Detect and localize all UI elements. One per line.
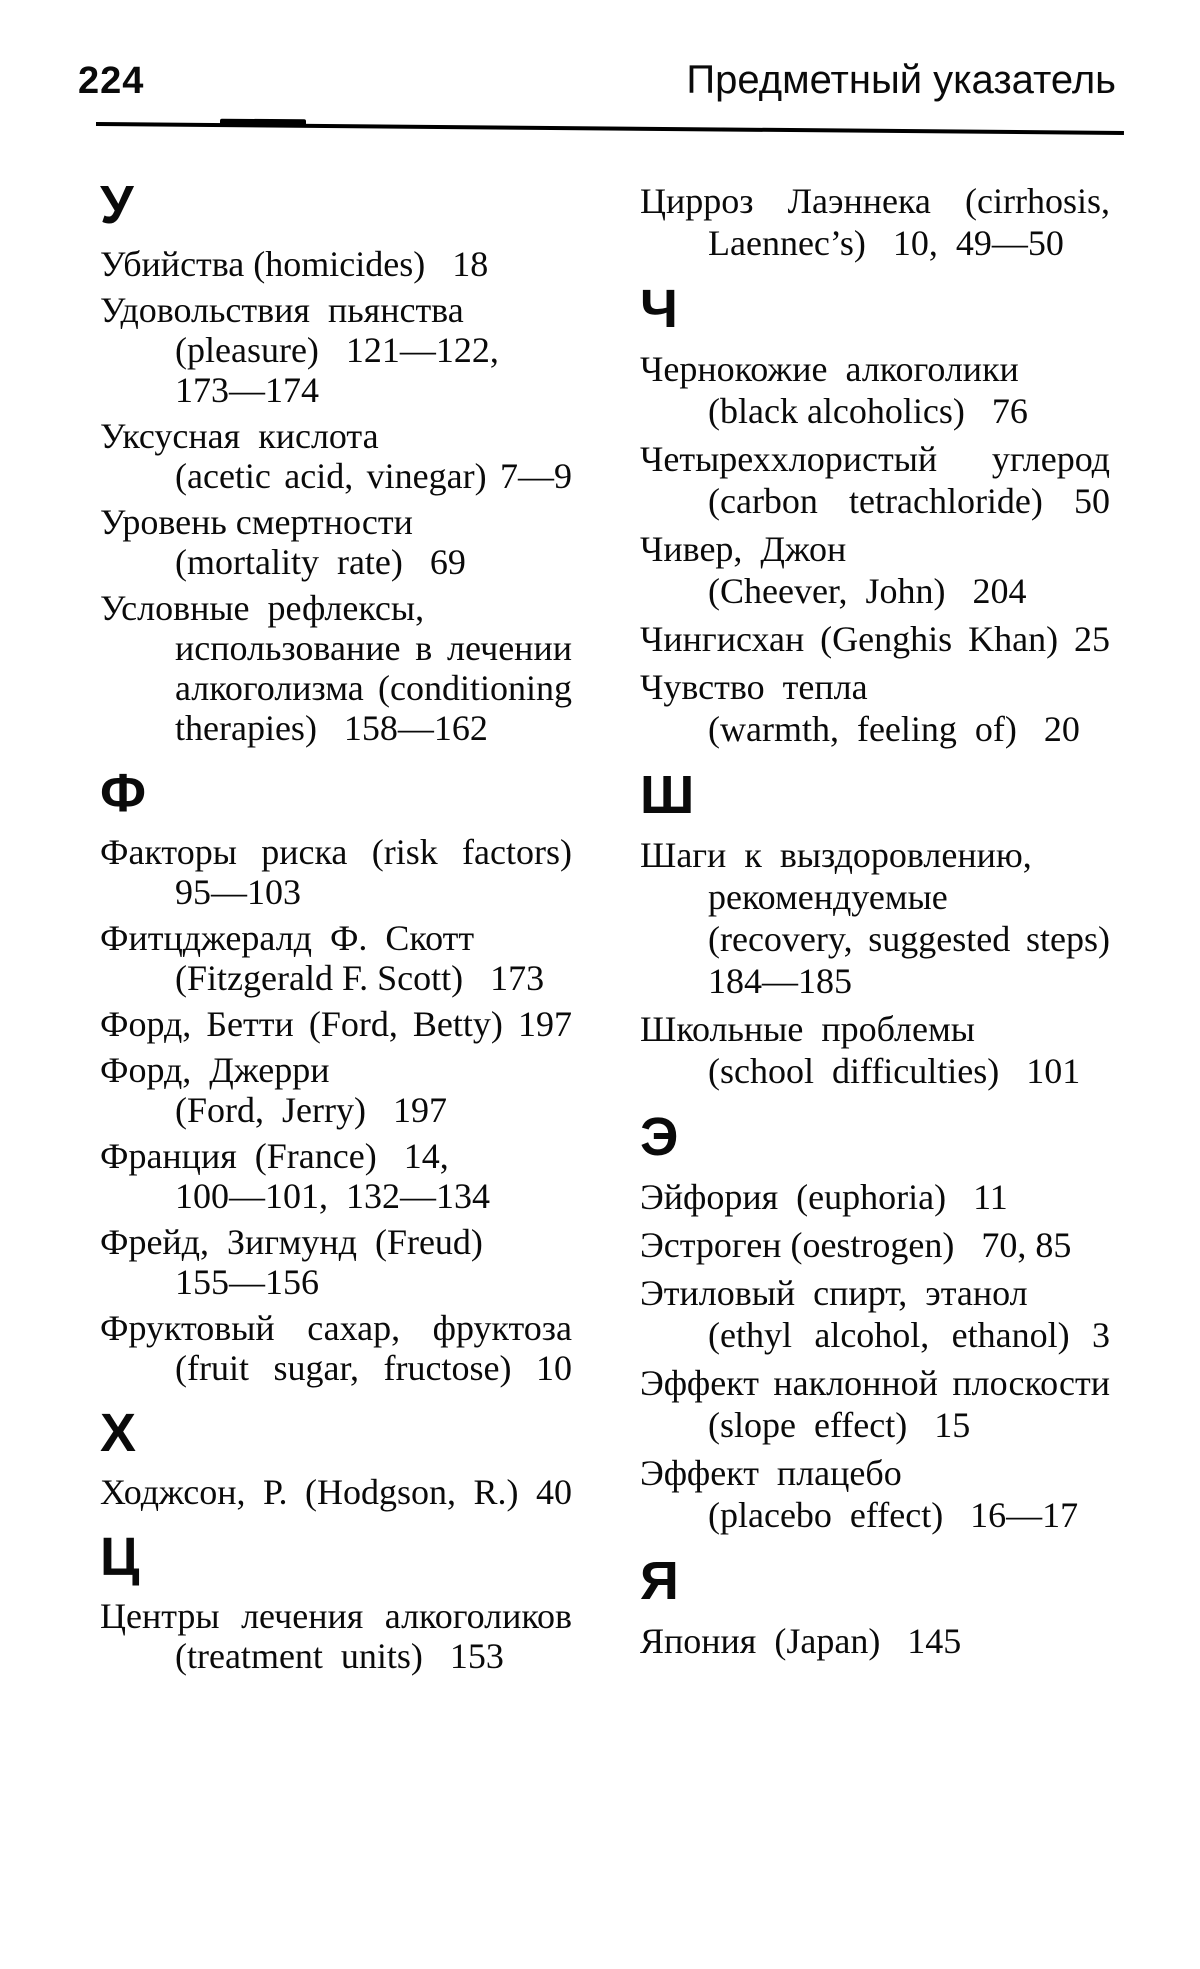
index-line: (treatment units) 153 xyxy=(175,1636,504,1676)
index-line: Чернокожие алкоголики xyxy=(640,349,1019,389)
index-entry xyxy=(100,1596,572,1676)
index-line: 100—101, 132—134 xyxy=(175,1176,490,1216)
index-word: tetrachloride) xyxy=(849,481,1043,521)
index-column-right xyxy=(640,160,1110,1668)
index-word: Эффект xyxy=(640,1363,759,1403)
index-entry xyxy=(100,502,572,582)
index-word: fructose) xyxy=(383,1348,512,1388)
index-word: (acetic xyxy=(175,456,271,496)
index-line: Убийства (homicides) 18 xyxy=(100,244,489,284)
index-word: Бетти xyxy=(206,1004,294,1044)
index-word: (risk xyxy=(371,832,438,872)
index-word: Лаэннека xyxy=(787,181,931,221)
index-word: 197 xyxy=(517,1004,572,1044)
index-word: (recovery, xyxy=(708,919,853,959)
index-entry xyxy=(100,416,572,496)
index-line: Уровень смертности xyxy=(100,502,413,542)
index-line xyxy=(708,1314,1110,1356)
index-word: suggested xyxy=(868,919,1011,959)
index-line xyxy=(100,832,572,872)
index-word: Betty) xyxy=(412,1004,503,1044)
index-line: Фитцджералд Ф. Скотт xyxy=(100,918,475,958)
index-word: 7—9 xyxy=(499,456,572,496)
index-entry xyxy=(100,290,572,410)
index-line: (Fitzgerald F. Scott) 173 xyxy=(175,958,545,998)
index-line xyxy=(640,1362,1110,1404)
index-word: 40 xyxy=(535,1472,572,1512)
page-number: 224 xyxy=(78,60,145,102)
index-line xyxy=(100,1472,572,1512)
index-line xyxy=(708,918,1110,960)
index-word: лечения xyxy=(241,1596,364,1636)
index-word: Четыреххлористый xyxy=(640,439,938,479)
index-word: (Genghis xyxy=(820,619,953,659)
index-line: Эйфория (euphoria) 11 xyxy=(640,1177,1008,1217)
index-entry xyxy=(100,918,572,998)
index-word: лечении xyxy=(447,628,572,668)
index-entry xyxy=(640,1620,1110,1662)
index-line: Laennec’s) 10, 49—50 xyxy=(708,223,1064,263)
index-line: (mortality rate) 69 xyxy=(175,542,466,582)
section-letter: Ц xyxy=(100,1527,140,1587)
index-entry xyxy=(100,1050,572,1130)
index-line: рекомендуемые xyxy=(708,877,948,917)
section-letter: Э xyxy=(640,1107,679,1167)
index-line xyxy=(640,618,1110,660)
index-word: углерод xyxy=(991,439,1110,479)
index-word: Фруктовый xyxy=(100,1308,275,1348)
index-line: Шаги к выздоровлению, xyxy=(640,835,1032,875)
index-word: алкоголиков xyxy=(384,1596,572,1636)
index-word: (ethyl xyxy=(708,1315,792,1355)
index-entry xyxy=(640,180,1110,264)
index-entry xyxy=(640,834,1110,1002)
index-word: Ходжсон, xyxy=(100,1472,246,1512)
index-line: Условные рефлексы, xyxy=(100,588,425,628)
index-word: Цирроз xyxy=(640,181,754,221)
index-entry xyxy=(100,1472,572,1512)
index-line: (warmth, feeling of) 20 xyxy=(708,709,1080,749)
index-line: (placebo effect) 16—17 xyxy=(708,1495,1079,1535)
section-letter: Ф xyxy=(100,763,147,823)
header-rule-smudge xyxy=(220,119,306,127)
index-word: ethanol) xyxy=(951,1315,1070,1355)
index-line xyxy=(708,480,1110,522)
index-line: 155—156 xyxy=(175,1262,319,1302)
section-letter: Ш xyxy=(640,765,695,825)
index-word: Khan) xyxy=(968,619,1059,659)
index-word: фруктоза xyxy=(432,1308,572,1348)
index-word: наклонной xyxy=(773,1363,938,1403)
index-word: Чингисхан xyxy=(640,619,805,659)
section-letter: Х xyxy=(100,1403,137,1463)
index-word: Факторы xyxy=(100,832,237,872)
index-word: Р. xyxy=(262,1472,288,1512)
index-word: (carbon xyxy=(708,481,818,521)
index-entry xyxy=(640,1452,1110,1536)
index-word: factors) xyxy=(462,832,572,872)
index-line: (pleasure) 121—122, xyxy=(175,330,499,370)
index-entry xyxy=(640,1362,1110,1446)
index-line: Фрейд, Зигмунд (Freud) xyxy=(100,1222,483,1262)
index-line: 173—174 xyxy=(175,370,319,410)
section-letter: Ч xyxy=(640,279,678,339)
index-line: (school difficulties) 101 xyxy=(708,1051,1081,1091)
index-word: риска xyxy=(261,832,348,872)
index-line xyxy=(100,1004,572,1044)
index-line: (Cheever, John) 204 xyxy=(708,571,1027,611)
index-line: Этиловый спирт, этанол xyxy=(640,1273,1028,1313)
index-word: alcohol, xyxy=(814,1315,930,1355)
index-entry xyxy=(640,666,1110,750)
index-entry xyxy=(640,348,1110,432)
index-line: Эффект плацебо xyxy=(640,1453,902,1493)
index-entry xyxy=(100,832,572,912)
index-entry xyxy=(640,1176,1110,1218)
index-word: 50 xyxy=(1073,481,1110,521)
index-word: sugar, xyxy=(273,1348,360,1388)
index-line xyxy=(640,180,1110,222)
index-line xyxy=(175,456,572,496)
running-title: Предметный указатель xyxy=(686,58,1116,102)
index-line: therapies) 158—162 xyxy=(175,708,488,748)
index-word: (Hodgson, xyxy=(304,1472,456,1512)
index-word: acid, xyxy=(284,456,354,496)
index-word: R.) xyxy=(473,1472,519,1512)
index-line: Франция (France) 14, xyxy=(100,1136,449,1176)
index-word: в xyxy=(415,628,433,668)
index-line xyxy=(175,668,572,708)
index-line: Удовольствия пьянства xyxy=(100,290,464,330)
index-entry xyxy=(100,588,572,748)
index-line xyxy=(100,1596,572,1636)
index-entry xyxy=(100,244,572,284)
index-line: Эстроген (oestrogen) 70, 85 xyxy=(640,1225,1072,1265)
index-entry xyxy=(100,1308,572,1388)
index-word: алкоголизма xyxy=(175,668,364,708)
index-entry xyxy=(100,1222,572,1302)
section-letter: У xyxy=(100,175,134,235)
index-line: Чивер, Джон xyxy=(640,529,847,569)
index-line: Чувство тепла xyxy=(640,667,868,707)
index-word: (conditioning xyxy=(378,668,572,708)
index-word: 3 xyxy=(1091,1315,1110,1355)
index-line xyxy=(100,1308,572,1348)
index-column-left xyxy=(100,160,572,1682)
index-entry xyxy=(640,1224,1110,1266)
index-line: (black alcoholics) 76 xyxy=(708,391,1028,431)
index-word: Форд, xyxy=(100,1004,192,1044)
index-entry xyxy=(640,1008,1110,1092)
index-line: 95—103 xyxy=(175,872,301,912)
index-word: (cirrhosis, xyxy=(965,181,1110,221)
index-word: vinegar) xyxy=(366,456,487,496)
index-entry xyxy=(640,528,1110,612)
index-word: (Ford, xyxy=(308,1004,398,1044)
index-line: Форд, Джерри xyxy=(100,1050,330,1090)
index-word: Центры xyxy=(100,1596,220,1636)
index-word: использование xyxy=(175,628,401,668)
index-line: Япония (Japan) 145 xyxy=(640,1621,962,1661)
index-line xyxy=(175,628,572,668)
index-line: (Ford, Jerry) 197 xyxy=(175,1090,447,1130)
index-word: сахар, xyxy=(307,1308,401,1348)
index-word: 25 xyxy=(1074,619,1110,659)
index-line xyxy=(640,438,1110,480)
running-header xyxy=(78,58,1116,103)
index-line xyxy=(175,1348,572,1388)
index-word: плоскости xyxy=(952,1363,1110,1403)
index-line: Школьные проблемы xyxy=(640,1009,975,1049)
index-line: 184—185 xyxy=(708,961,852,1001)
index-word: (fruit xyxy=(175,1348,249,1388)
index-entry xyxy=(100,1004,572,1044)
index-entry xyxy=(100,1136,572,1216)
section-letter: Я xyxy=(640,1551,679,1611)
index-word: steps) xyxy=(1025,919,1110,959)
index-word: 10 xyxy=(536,1348,572,1388)
index-entry xyxy=(640,618,1110,660)
index-entry xyxy=(640,1272,1110,1356)
index-entry xyxy=(640,438,1110,522)
index-line: Уксусная кислота xyxy=(100,416,379,456)
index-line: (slope effect) 15 xyxy=(708,1405,971,1445)
